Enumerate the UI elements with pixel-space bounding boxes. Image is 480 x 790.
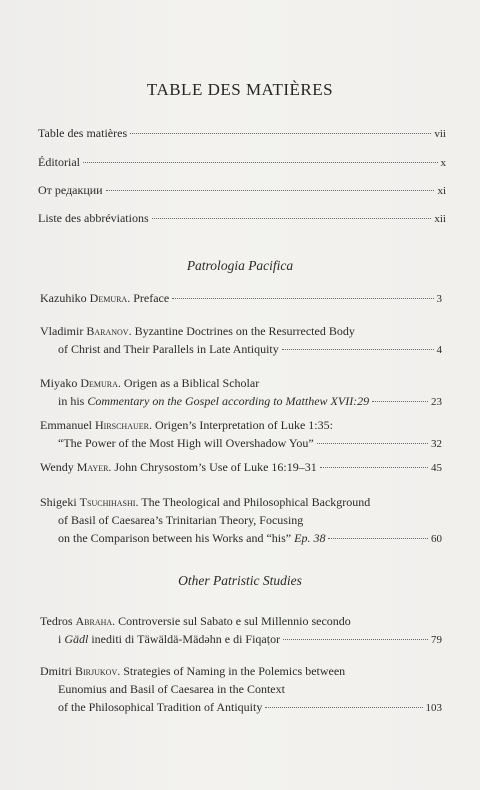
dot-leader <box>265 707 422 708</box>
dot-leader <box>320 467 428 468</box>
entry-title: Éditorial <box>38 155 80 169</box>
entry-title-cont: Eunomius and Basil of Caesarea in the Context <box>58 682 285 696</box>
entry-title-cont: of Basil of Caesarea’s Trinitarian Theory, Focusing <box>58 513 304 527</box>
page-number: 3 <box>436 293 442 305</box>
page-number: 103 <box>425 702 442 714</box>
entry-title: . Controversie sul Sabato e sul Millennio secondo <box>112 614 351 628</box>
entry-title-cont: in his <box>58 394 88 408</box>
author-first: Tedros <box>40 614 73 628</box>
entry-title-cont: inediti di Täwäldä-Mädəhn e di Fiqaṭor <box>88 632 281 646</box>
toc-entry-mayer[interactable] <box>40 458 442 477</box>
author-surname: Demura <box>89 291 128 305</box>
dot-leader <box>83 162 438 163</box>
dot-leader <box>317 443 428 444</box>
author-first: Kazuhiko <box>40 291 87 305</box>
author-surname: Tsuchihashi <box>79 495 136 509</box>
toc-entry-abraha[interactable] <box>40 612 442 649</box>
page-number: vii <box>434 128 446 140</box>
entry-title: Table des matières <box>38 126 128 140</box>
dot-leader <box>372 401 428 402</box>
entry-title: . Strategies of Naming in the Polemics between <box>117 664 346 678</box>
entry-title-cont: “The Power of the Most High will Overshadow You” <box>58 436 314 450</box>
section-heading-other-studies: Other Patristic Studies <box>178 573 302 588</box>
dot-leader <box>328 538 428 539</box>
entry-title: . Preface <box>127 291 170 305</box>
page-number: x <box>440 157 446 169</box>
entry-title-cont: on the Comparison between his Works and “his” <box>58 531 295 545</box>
author-first: Shigeki <box>40 495 77 509</box>
dot-leader <box>106 190 435 191</box>
dot-leader <box>152 218 432 219</box>
dot-leader <box>130 133 431 134</box>
toc-entry-front-4[interactable] <box>38 209 446 228</box>
entry-title: . Origen as a Biblical Scholar <box>117 376 260 390</box>
page-number: 4 <box>436 344 442 356</box>
work-title: Ep. 38 <box>294 531 326 545</box>
section-heading-patrologia: Patrologia Pacifica <box>186 258 294 273</box>
entry-title-cont: i <box>58 632 65 646</box>
toc-entry-front-3[interactable] <box>38 181 446 200</box>
author-surname: Mayer <box>76 460 109 474</box>
page-number: 23 <box>431 396 442 408</box>
author-first: Vladimir <box>40 324 84 338</box>
author-first: Wendy <box>40 460 74 474</box>
toc-entry-tsuchihashi[interactable] <box>40 493 442 548</box>
toc-entry-demura-preface[interactable] <box>40 289 442 308</box>
page-number: 79 <box>431 634 442 646</box>
author-surname: Abraha <box>75 614 113 628</box>
entry-title: От редакции <box>38 183 103 197</box>
dot-leader <box>282 349 434 350</box>
dot-leader <box>172 298 433 299</box>
toc-entry-birjukov[interactable] <box>40 662 442 717</box>
page-number: xi <box>437 185 446 197</box>
dot-leader <box>283 639 428 640</box>
page-number: 45 <box>431 462 442 474</box>
entry-title-cont: of the Philosophical Tradition of Antiquity <box>58 700 263 714</box>
entry-title-cont: of Christ and Their Parallels in Late Antiquity <box>58 342 279 356</box>
toc-entry-demura-origen[interactable] <box>40 374 442 411</box>
toc-entry-front-1[interactable] <box>38 124 446 143</box>
entry-title: . John Chrysostom’s Use of Luke 16:19–31 <box>108 460 317 474</box>
entry-title: . Origen’s Interpretation of Luke 1:35: <box>149 418 333 432</box>
page-number: xii <box>434 213 446 225</box>
toc-entry-baranov[interactable] <box>40 322 442 359</box>
entry-title: . Byzantine Doctrines on the Resurrected Body <box>128 324 355 338</box>
toc-entry-front-2[interactable] <box>38 153 446 172</box>
author-first: Dmitri <box>40 664 72 678</box>
entry-title: . The Theological and Philosophical Background <box>135 495 371 509</box>
work-title: Gädl <box>64 632 89 646</box>
author-first: Emmanuel <box>40 418 92 432</box>
author-surname: Birjukov <box>75 664 118 678</box>
author-first: Miyako <box>40 376 78 390</box>
author-surname: Baranov <box>86 324 129 338</box>
page-title: TABLE DES MATIÈRES <box>146 80 334 99</box>
work-title: Commentary on the Gospel according to Matthew XVII:29 <box>87 394 370 408</box>
page-number: 60 <box>431 533 442 545</box>
page-number: 32 <box>431 438 442 450</box>
entry-title: Liste des abbréviations <box>38 211 149 225</box>
toc-entry-hirschauer[interactable] <box>40 416 442 453</box>
author-surname: Demura <box>80 376 118 390</box>
author-surname: Hirschauer <box>94 418 149 432</box>
